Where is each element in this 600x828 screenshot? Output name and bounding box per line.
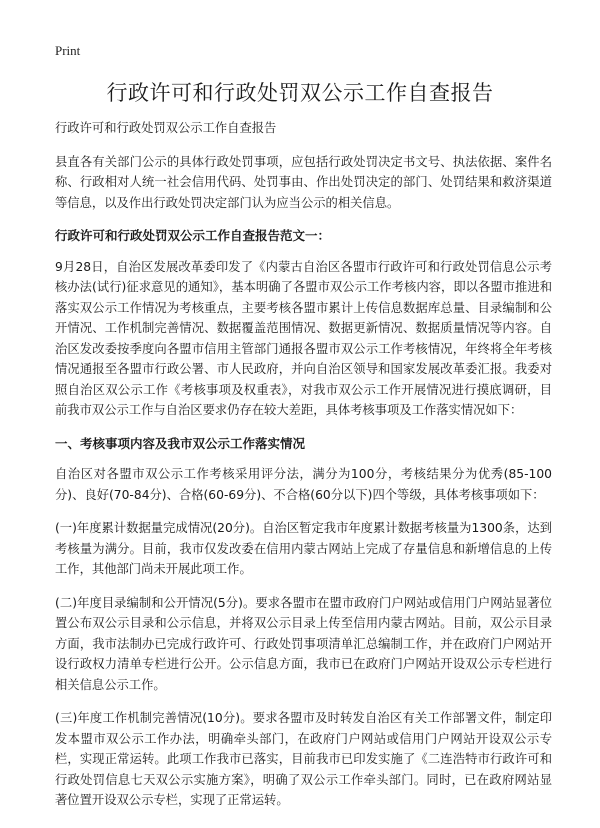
paragraph-1: 9月28日，自治区发展改革委印发了《内蒙古自治区各盟市行政许可和行政处罚信息公示考核办法(试行)征求意见的通知》，基本明确了各盟市双公示工作考核内容，即以各盟市推进和落实双公示工作情况为考核重点，主要考核各盟市累计上传信息数据库总量、目录编制和公开情况、工作机制完善情况、数据覆盖范围情况、数据更新情况、数据质量情况等内容。自治区发改委按季度向各盟市信用主管部门通报各盟市双公示工作考核情况，年终将全年考核情况通报至各盟市行政公署、市人民政府，并向自治区领导和国家发展改革委汇报。我委对照自治区双公示工作《考核事项及权重表》，对我市双公示工作开展情况进行摸底调研，目前我市双公示工作与自治区要求仍存在较大差距，具体考核事项及工作落实情况如下：	[55, 259, 552, 417]
intro-paragraph: 县直各有关部门公示的具体行政处罚事项，应包括行政处罚决定书文号、执法依据、案件名称、行政相对人统一社会信用代码、处罚事由、作出处罚决定的部门、处罚结果和救济渠道等信息，以及作出行政处罚决定部门认为应当公示的相关信息。	[55, 154, 552, 210]
paragraph-4: (二)年度目录编制和公开情况(5分)。要求各盟市在盟市政府门户网站或信用门户网站显著位置公布双公示目录和公示信息，并将双公示目录上传至信用内蒙古网站。目前，双公示目录方面，我市法制办已完成行政许可、行政处罚事项清单汇总编制工作，并在政府门户网站开设行政权力清单专栏进行公开。公示信息方面，我市已在政府门户网站开设双公示专栏进行相关信息公示工作。	[55, 595, 552, 692]
print-link[interactable]: Print	[55, 43, 81, 58]
sample-heading: 行政许可和行政处罚双公示工作自查报告范文一：	[55, 228, 331, 243]
section-1-heading: 一、考核事项内容及我市双公示工作落实情况	[55, 435, 306, 451]
paragraph-5: (三)年度工作机制完善情况(10分)。要求各盟市及时转发自治区有关工作部署文件，制定印发本盟市双公示工作办法，明确牵头部门，在政府门户网站或信用门户网站开设双公示专栏，实现正常运转。此项工作我市已落实，目前我市已印发实施了《二连浩特市行政许可和行政处罚信息七天双公示实施方案》，明确了双公示工作牵头部门。同时，已在政府网站显著位置开设双公示专栏，实现了正常运转。	[55, 711, 552, 807]
document-subtitle: 行政许可和行政处罚双公示工作自查报告	[55, 121, 277, 135]
page-title: 行政许可和行政处罚双公示工作自查报告	[106, 81, 494, 105]
paragraph-3: (一)年度累计数据量完成情况(20分)。自治区暂定我市年度累计数据考核量为1300条，达到考核量为满分。目前，我市仅发改委在信用内蒙古网站上完成了存量信息和新增信息的上传工作，其他部门尚未开展此项工作。	[55, 521, 552, 576]
paragraph-2: 自治区对各盟市双公示工作考核采用评分法，满分为100分，考核结果分为优秀(85-100分)、良好(70-84分)、合格(60-69分)、不合格(60分以下)四个等级，具体考核事项如下：	[55, 467, 552, 502]
document-body	[55, 118, 552, 824]
